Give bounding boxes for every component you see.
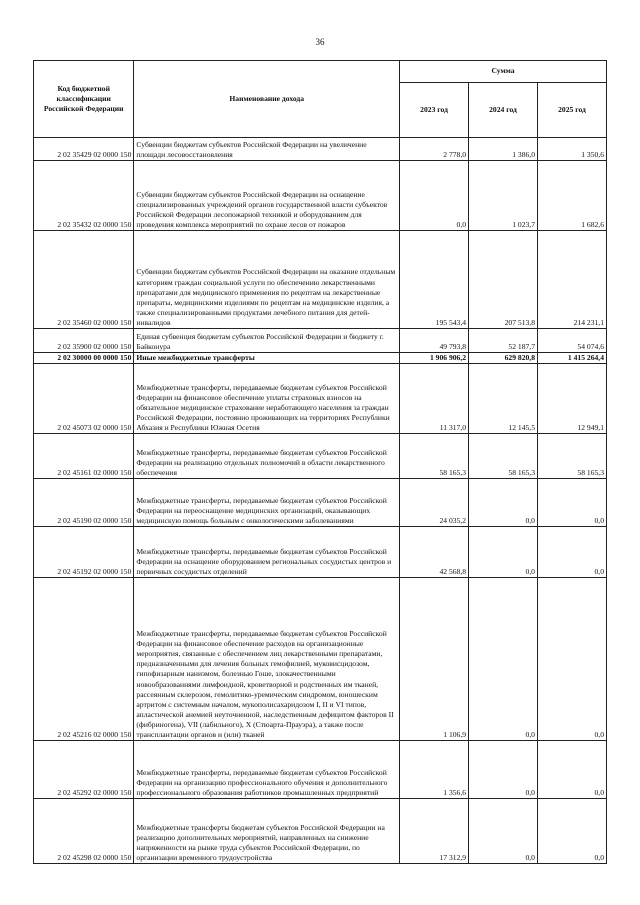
- revenue-name-cell: Иные межбюджетные трансферты: [134, 353, 400, 364]
- amount-2023-cell: 1 906 906,2: [400, 353, 469, 364]
- amount-2024-cell: 12 145,5: [469, 364, 538, 434]
- header-name: Наименование дохода: [134, 61, 400, 138]
- table-row: [34, 578, 607, 741]
- amount-2023-cell: 11 317,0: [400, 364, 469, 434]
- amount-2025-cell: 12 949,1: [537, 364, 606, 434]
- header-year-2023: 2023 год: [400, 83, 469, 138]
- revenue-name-cell: Межбюджетные трансферты, передаваемые бюджетам субъектов Российской Федерации на финансовое обеспечение расходов на организационные мероприятия, связанные с обеспечением лиц лекарственными препаратами, предназначенными для лечения больных гемофилией, муковисцидозом, гипофизарным нанизмом, болезнью Гоше, злокачественными новообразованиями лимфоидной, кроветворной и родственных им тканей, рассеянным склерозом, гемолитико-уремическим синдромом, юношеским артритом с системным началом, мукополисахаридозом I, II и VI типов, апластической анемией неуточненной, наследственным дефицитом факторов II (фибриногена), VII (лабильного), X (Стюарта-Прауэра), а также после трансплантации органов и (или) тканей: [134, 578, 400, 741]
- budget-code-cell: 2 02 45192 02 0000 150: [34, 527, 134, 578]
- revenue-name-cell: Межбюджетные трансферты, передаваемые бюджетам субъектов Российской Федерации на финансовое обеспечение уплаты страховых взносов на обязательное медицинское страхование неработающего населения за граждан Российской Федерации, постоянно проживающих на территориях Республики Абхазия и Республики Южная Осетия: [134, 364, 400, 434]
- amount-2023-cell: 49 793,8: [400, 329, 469, 353]
- budget-code-cell: 2 02 45292 02 0000 150: [34, 741, 134, 799]
- amount-2023-cell: 1 106,9: [400, 578, 469, 741]
- budget-code-cell: 2 02 35460 02 0000 150: [34, 231, 134, 329]
- amount-2024-cell: 0,0: [469, 479, 538, 527]
- budget-code-cell: 2 02 45298 02 0000 150: [34, 799, 134, 864]
- amount-2023-cell: 2 778,0: [400, 138, 469, 161]
- table-row: [34, 799, 607, 864]
- header-year-2025: 2025 год: [537, 83, 606, 138]
- table-row: [34, 138, 607, 161]
- budget-code-cell: 2 02 45073 02 0000 150: [34, 364, 134, 434]
- header-year-2024: 2024 год: [469, 83, 538, 138]
- amount-2024-cell: 0,0: [469, 527, 538, 578]
- table-row: [34, 527, 607, 578]
- table-row: [34, 231, 607, 329]
- table-row: [34, 479, 607, 527]
- budget-code-cell: 2 02 35900 02 0000 150: [34, 329, 134, 353]
- budget-code-cell: 2 02 35432 02 0000 150: [34, 161, 134, 231]
- amount-2024-cell: 1 386,0: [469, 138, 538, 161]
- page-number: 36: [315, 37, 325, 47]
- amount-2025-cell: 58 165,3: [537, 434, 606, 479]
- amount-2025-cell: 214 231,1: [537, 231, 606, 329]
- amount-2024-cell: 1 023,7: [469, 161, 538, 231]
- amount-2023-cell: 195 543,4: [400, 231, 469, 329]
- amount-2025-cell: 1 682,6: [537, 161, 606, 231]
- amount-2024-cell: 52 187,7: [469, 329, 538, 353]
- revenue-name-cell: Межбюджетные трансферты, передаваемые бюджетам субъектов Российской Федерации на организацию профессионального обучения и дополнительного профессионального образования работников промышленных предприятий: [134, 741, 400, 799]
- revenue-name-cell: Субвенции бюджетам субъектов Российской Федерации на увеличение площади лесовосстановления: [134, 138, 400, 161]
- revenue-name-cell: Межбюджетные трансферты, передаваемые бюджетам субъектов Российской Федерации на переоснащение медицинских организаций, оказывающих медицинскую помощь больным с онкологическими заболеваниями: [134, 479, 400, 527]
- amount-2025-cell: 54 074,6: [537, 329, 606, 353]
- budget-code-cell: 2 02 35429 02 0000 150: [34, 138, 134, 161]
- revenue-name-cell: Межбюджетные трансферты бюджетам субъектов Российской Федерации на реализацию дополнительных мероприятий, направленных на снижение напряженности на рынке труда субъектов Российской Федерации, по организации временного трудоустройства: [134, 799, 400, 864]
- amount-2023-cell: 0,0: [400, 161, 469, 231]
- amount-2023-cell: 24 035,2: [400, 479, 469, 527]
- amount-2023-cell: 17 312,9: [400, 799, 469, 864]
- revenue-name-cell: Межбюджетные трансферты, передаваемые бюджетам субъектов Российской Федерации на оснащение оборудованием региональных сосудистых центров и первичных сосудистых отделений: [134, 527, 400, 578]
- revenue-name-cell: Межбюджетные трансферты, передаваемые бюджетам субъектов Российской Федерации на реализацию отдельных полномочий в области лекарственного обеспечения: [134, 434, 400, 479]
- revenue-name-cell: Единая субвенция бюджетам субъектов Российской Федерации и бюджету г. Байконура: [134, 329, 400, 353]
- amount-2025-cell: 0,0: [537, 799, 606, 864]
- amount-2025-cell: 1 415 264,4: [537, 353, 606, 364]
- amount-2024-cell: 207 513,8: [469, 231, 538, 329]
- table-row: [34, 364, 607, 434]
- revenue-name-cell: Субвенции бюджетам субъектов Российской Федерации на оснащение специализированных учреждений органов государственной власти субъектов Российской Федерации лесопожарной техникой и оборудованием для проведения комплекса мероприятий по охране лесов от пожаров: [134, 161, 400, 231]
- budget-code-cell: 2 02 45216 02 0000 150: [34, 578, 134, 741]
- table-row: [34, 329, 607, 353]
- header-code: Код бюджетной классификации Российской Федерации: [34, 61, 134, 138]
- amount-2025-cell: 1 350,6: [537, 138, 606, 161]
- header-sum: Сумма: [400, 61, 607, 83]
- table-row: [34, 161, 607, 231]
- budget-code-cell: 2 02 45161 02 0000 150: [34, 434, 134, 479]
- revenue-table: [33, 60, 607, 864]
- amount-2024-cell: 0,0: [469, 578, 538, 741]
- amount-2025-cell: 0,0: [537, 479, 606, 527]
- revenue-name-cell: Субвенции бюджетам субъектов Российской Федерации на оказание отдельным категориям граждан социальной услуги по обеспечению лекарственными препаратами для медицинского применения по рецептам на лекарственные препараты, медицинскими изделиями по рецептам на медицинские изделия, а также специализированными продуктами лечебного питания для детей-инвалидов: [134, 231, 400, 329]
- table-body: [34, 138, 607, 864]
- amount-2023-cell: 42 568,8: [400, 527, 469, 578]
- table-row: [34, 741, 607, 799]
- amount-2024-cell: 629 820,8: [469, 353, 538, 364]
- table-row: [34, 434, 607, 479]
- amount-2023-cell: 58 165,3: [400, 434, 469, 479]
- amount-2025-cell: 0,0: [537, 578, 606, 741]
- amount-2024-cell: 0,0: [469, 741, 538, 799]
- budget-code-cell: 2 02 45190 02 0000 150: [34, 479, 134, 527]
- amount-2024-cell: 58 165,3: [469, 434, 538, 479]
- amount-2023-cell: 1 356,6: [400, 741, 469, 799]
- amount-2025-cell: 0,0: [537, 527, 606, 578]
- amount-2024-cell: 0,0: [469, 799, 538, 864]
- table-row: [34, 353, 607, 364]
- amount-2025-cell: 0,0: [537, 741, 606, 799]
- budget-code-cell: 2 02 30000 00 0000 150: [34, 353, 134, 364]
